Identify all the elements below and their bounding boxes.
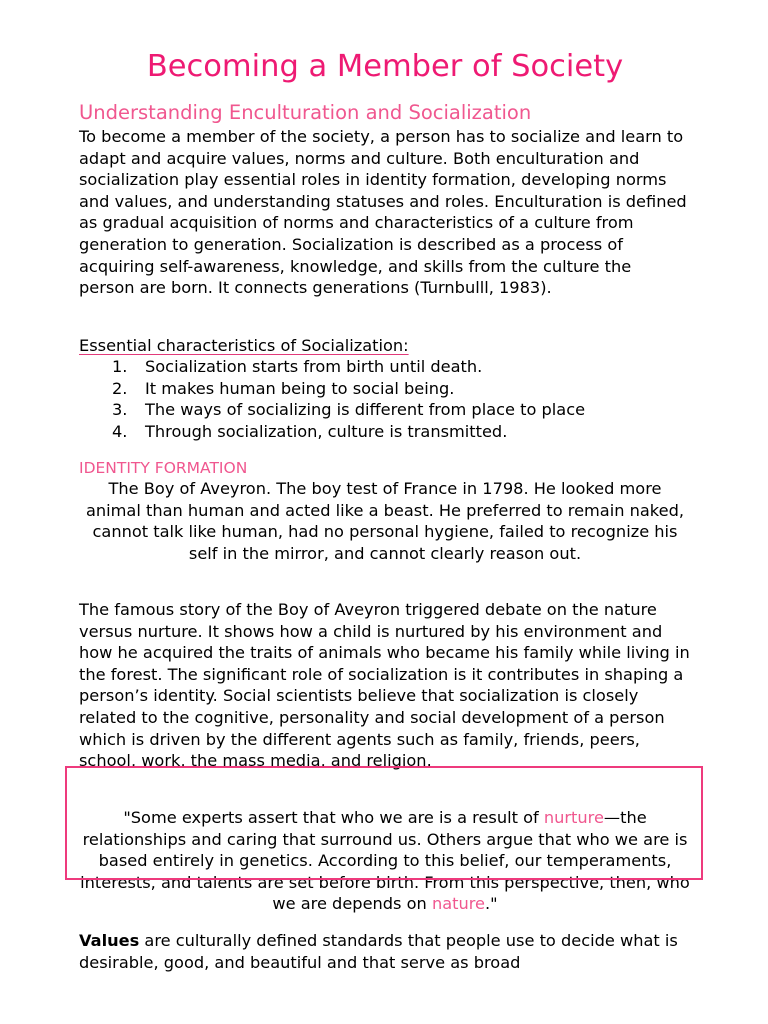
- list-item: [79, 356, 585, 378]
- list-number: 2.: [112, 378, 128, 398]
- list-number: 1.: [112, 357, 128, 376]
- quote-highlight-nurture: nurture: [543, 808, 604, 827]
- list-item: [79, 399, 585, 421]
- list-text: It makes human being to social being.: [145, 378, 455, 398]
- characteristics-heading: Essential characteristics of Socialization:: [79, 336, 409, 355]
- values-term: Values: [79, 931, 140, 950]
- characteristics-list: [79, 356, 585, 442]
- list-item: [79, 378, 585, 400]
- list-item: [79, 421, 585, 443]
- nature-nurture-quote: [79, 807, 691, 915]
- identity-formation-heading: IDENTITY FORMATION: [79, 459, 248, 477]
- quote-highlight-nature: nature: [431, 894, 485, 914]
- list-number: 3.: [112, 400, 128, 420]
- list-text: Through socialization, culture is transmitted.: [145, 421, 508, 441]
- list-text: Socialization starts from birth until death.: [145, 357, 483, 376]
- section-subtitle: Understanding Enculturation and Socialization: [79, 101, 532, 124]
- intro-paragraph: To become a member of the society, a person has to socialize and learn to adapt and acquire values, norms and culture. Both enculturation and socialization play essential roles in identity formation, developing norms and values, and understanding statuses and roles. Enculturation is defined as gradual acquisition of norms and characteristics of a culture from generation to generation. Socialization is described as a process of acquiring self-awareness, knowledge, and skills from the culture the person are born. It connects generations (Turnbulll, 1983).: [79, 127, 687, 298]
- list-text: The ways of socializing is different from place to place: [145, 400, 586, 420]
- list-number: 4.: [112, 421, 128, 441]
- page-title: Becoming a Member of Society: [146, 49, 624, 84]
- values-paragraph: [79, 930, 691, 973]
- quote-text: .": [485, 894, 498, 914]
- values-text: are culturally defined standards that people use to decide what is desirable, good, and beautiful and that serve as broad: [79, 931, 678, 972]
- quote-text: —the relationships and caring that surround us. Others argue that who we are is based entirely in genetics. According to this belief, our temperaments, interests, and talents are set before birth. From this perspective, then, who we are depends on: [80, 808, 690, 914]
- boy-of-aveyron-summary: The Boy of Aveyron. The boy test of France in 1798. He looked more animal than human and acted like a beast. He preferred to remain naked, cannot talk like human, had no personal hygiene, failed to recognize his self in the mirror, and cannot clearly reason out.: [85, 479, 684, 563]
- quote-text: "Some experts assert that who we are is a result of: [123, 808, 544, 827]
- identity-paragraph: The famous story of the Boy of Aveyron triggered debate on the nature versus nurture. It shows how a child is nurtured by his environment and how he acquired the traits of animals who became his family while living in the forest. The significant role of socialization is it contributes in shaping a person’s identity. Social scientists believe that socialization is closely related to the cognitive, personality and social development of a person which is driven by the different agents such as family, friends, peers, school, work, the mass media, and religion.: [79, 600, 690, 771]
